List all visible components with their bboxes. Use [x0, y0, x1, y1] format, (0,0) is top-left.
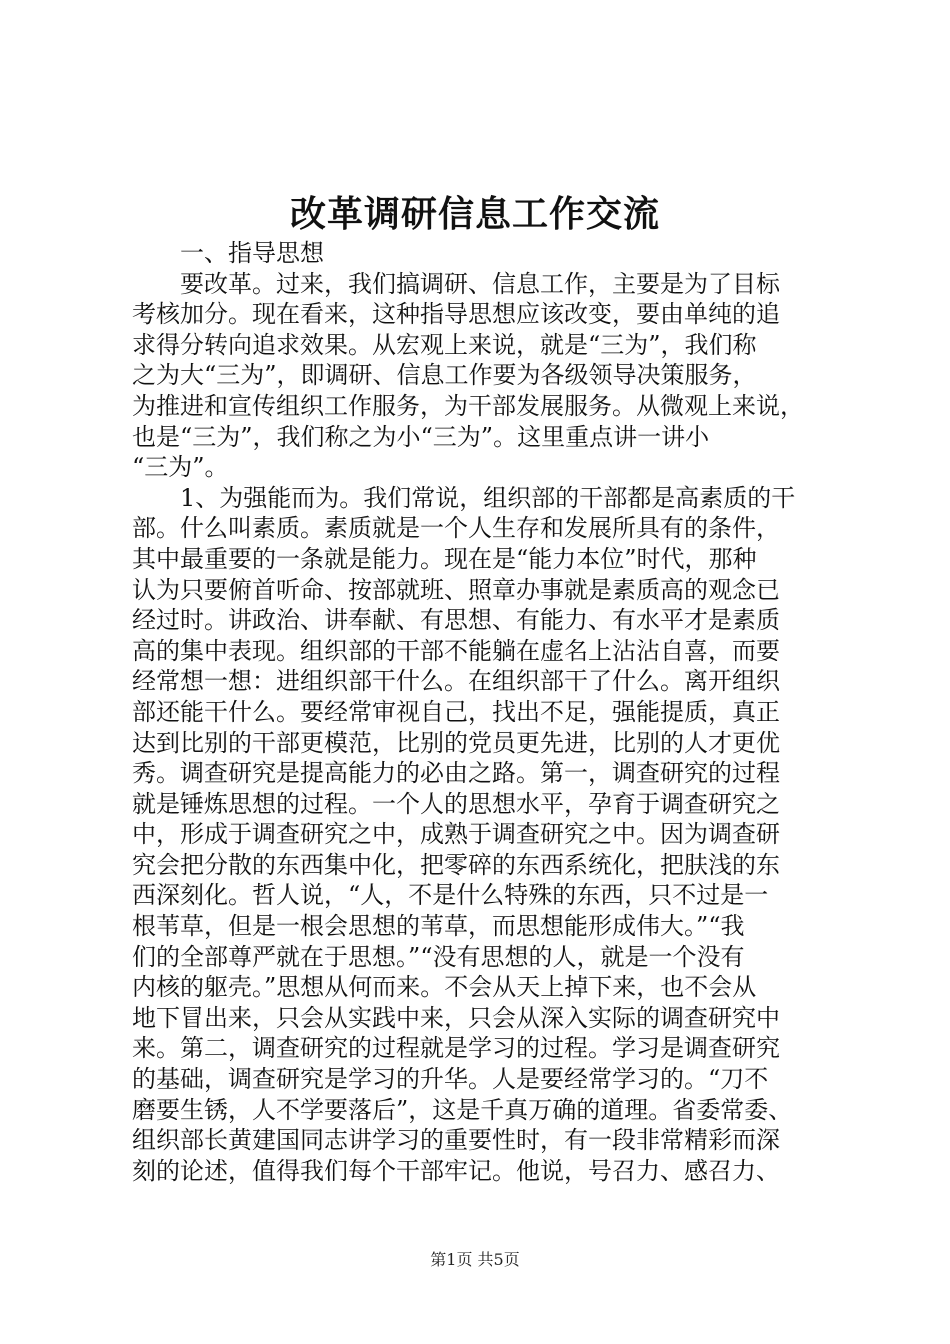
text-line: 们的全部尊严就在于思想。”“没有思想的人，就是一个没有	[132, 942, 745, 971]
text-line: 经过时。讲政治、讲奉献、有思想、有能力、有水平才是素质	[132, 606, 780, 635]
text-line: 部还能干什么。要经常审视自己，找出不足，强能提质，真正	[132, 697, 780, 726]
text-line: 认为只要俯首听命、按部就班、照章办事就是素质高的观念已	[132, 575, 780, 604]
text-line: 刻的论述，值得我们每个干部牢记。他说，号召力、感召力、	[132, 1156, 780, 1185]
text-line: 就是锤炼思想的过程。一个人的思想水平，孕育于调查研究之	[132, 789, 780, 818]
text-line: 要改革。过来，我们搞调研、信息工作，主要是为了目标	[132, 269, 780, 298]
document-body	[132, 238, 832, 1186]
text-line: 组织部长黄建国同志讲学习的重要性时，有一段非常精彩而深	[132, 1126, 780, 1155]
text-line: 为推进和宣传组织工作服务，为干部发展服务。从微观上来说，	[132, 391, 804, 420]
text-line: 高的集中表现。组织部的干部不能躺在虚名上沾沾自喜，而要	[132, 636, 780, 665]
text-line: 一、指导思想	[132, 239, 324, 267]
document-title: 改革调研信息工作交流	[289, 193, 660, 235]
text-line: 来。第二，调查研究的过程就是学习的过程。学习是调查研究	[132, 1034, 780, 1063]
text-line: 内核的躯壳。”思想从何而来。不会从天上掉下来，也不会从	[132, 973, 757, 1002]
text-line: 也是“三为”，我们称之为小“三为”。这里重点讲一讲小	[132, 422, 710, 451]
text-line: 考核加分。现在看来，这种指导思想应该改变，要由单纯的追	[132, 300, 780, 329]
text-line: 地下冒出来，只会从实践中来，只会从深入实际的调查研究中	[132, 1003, 780, 1032]
text-line: 经常想一想：进组织部干什么。在组织部干了什么。离开组织	[132, 667, 780, 696]
text-line: 根苇草，但是一根会思想的苇草，而思想能形成伟大。”“我	[132, 912, 745, 941]
text-line: 部。什么叫素质。素质就是一个人生存和发展所具有的条件，	[132, 514, 780, 543]
text-line: 中，形成于调查研究之中，成熟于调查研究之中。因为调查研	[132, 820, 780, 849]
text-line: 1、为强能而为。我们常说，组织部的干部都是高素质的干	[132, 483, 796, 512]
text-line: 求得分转向追求效果。从宏观上来说，就是“三为”，我们称	[132, 330, 757, 359]
text-line: 其中最重要的一条就是能力。现在是“能力本位”时代，那种	[132, 544, 757, 573]
text-line: 究会把分散的东西集中化，把零碎的东西系统化，把肤浅的东	[132, 850, 780, 879]
text-line: “三为”。	[132, 453, 229, 482]
text-line: 达到比别的干部更模范，比别的党员更先进，比别的人才更优	[132, 728, 780, 757]
text-line: 之为大“三为”，即调研、信息工作要为各级领导决策服务，	[132, 361, 757, 390]
text-line: 磨要生锈，人不学要落后”，这是千真万确的道理。省委常委、	[132, 1095, 793, 1124]
text-line: 的基础，调查研究是学习的升华。人是要经常学习的。“刀不	[132, 1065, 769, 1094]
text-line: 西深刻化。哲人说，“人，不是什么特殊的东西，只不过是一	[132, 881, 769, 910]
page-footer: 第1页 共5页	[430, 1250, 520, 1269]
text-line: 秀。调查研究是提高能力的必由之路。第一，调查研究的过程	[132, 759, 780, 788]
